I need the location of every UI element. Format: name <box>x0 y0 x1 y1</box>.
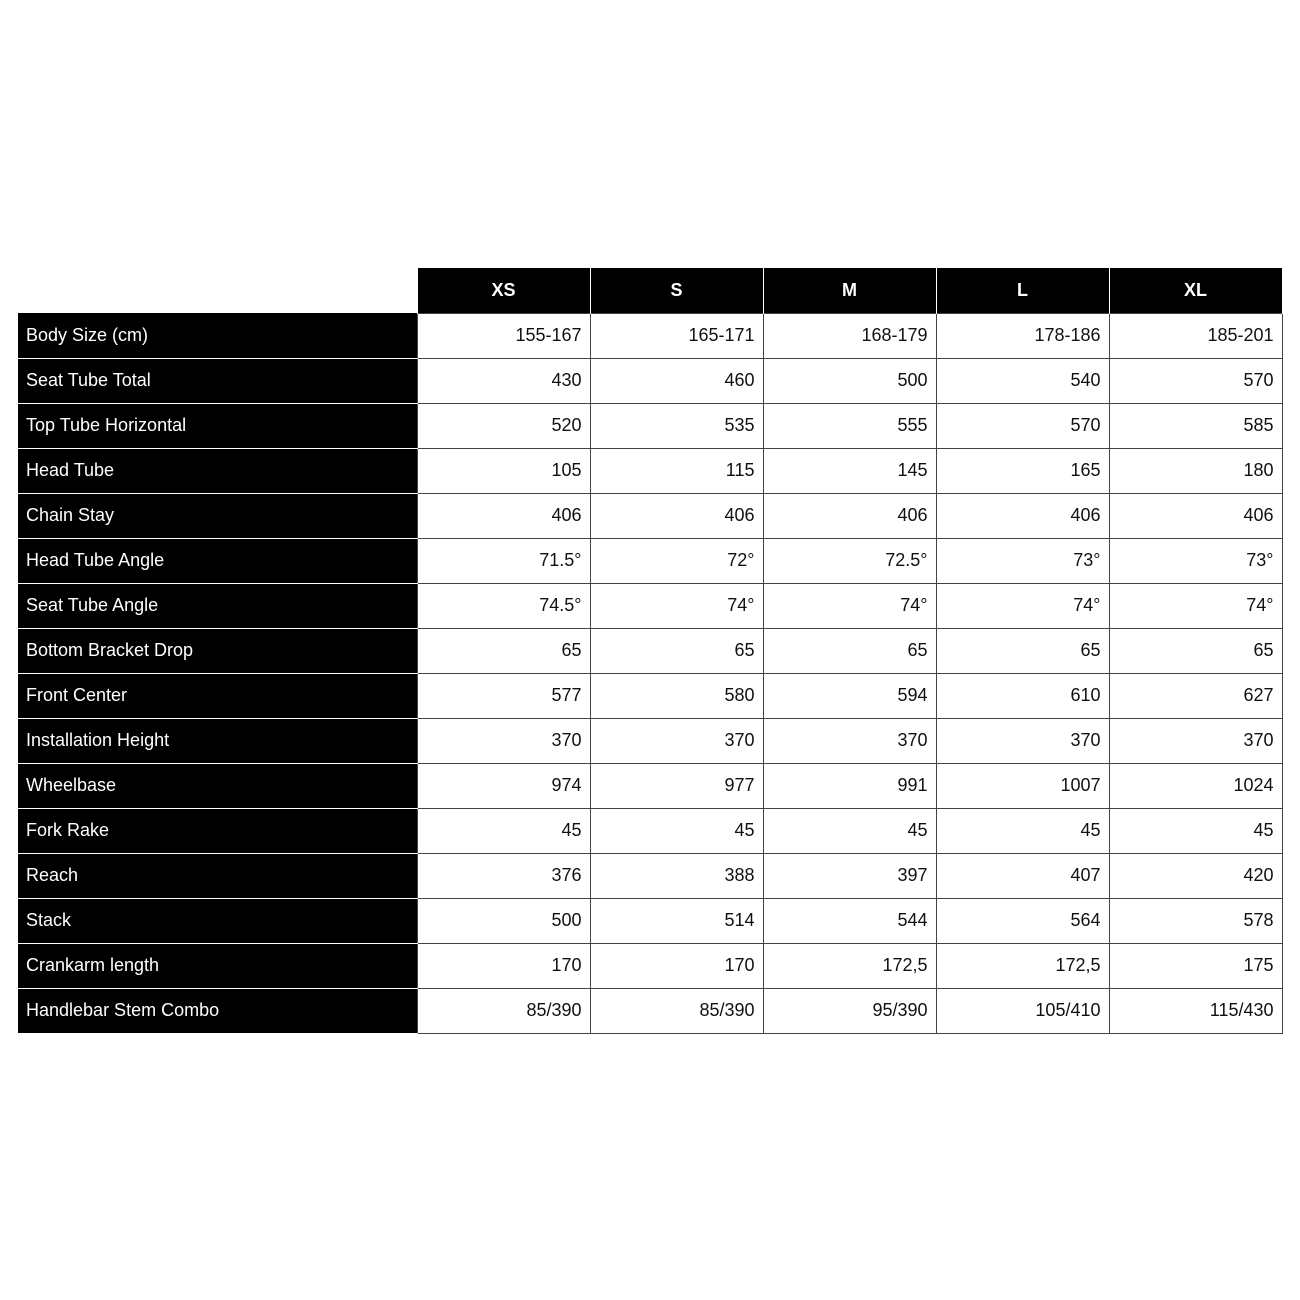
value-cell: 105 <box>417 448 590 493</box>
value-cell: 172,5 <box>936 943 1109 988</box>
value-cell: 406 <box>590 493 763 538</box>
value-cell: 45 <box>936 808 1109 853</box>
value-cell: 74° <box>590 583 763 628</box>
value-cell: 65 <box>590 628 763 673</box>
row-label: Fork Rake <box>18 808 417 853</box>
value-cell: 95/390 <box>763 988 936 1033</box>
value-cell: 991 <box>763 763 936 808</box>
table-row <box>18 763 1282 808</box>
value-cell: 370 <box>936 718 1109 763</box>
table-body <box>18 313 1282 1033</box>
value-cell: 370 <box>763 718 936 763</box>
value-cell: 500 <box>417 898 590 943</box>
value-cell: 627 <box>1109 673 1282 718</box>
value-cell: 85/390 <box>590 988 763 1033</box>
size-header-s: S <box>590 268 763 313</box>
value-cell: 406 <box>763 493 936 538</box>
table-row <box>18 943 1282 988</box>
value-cell: 165-171 <box>590 313 763 358</box>
row-label: Handlebar Stem Combo <box>18 988 417 1033</box>
value-cell: 610 <box>936 673 1109 718</box>
value-cell: 115/430 <box>1109 988 1282 1033</box>
value-cell: 73° <box>936 538 1109 583</box>
size-header-l: L <box>936 268 1109 313</box>
value-cell: 376 <box>417 853 590 898</box>
table-row <box>18 313 1282 358</box>
value-cell: 570 <box>1109 358 1282 403</box>
row-label: Seat Tube Angle <box>18 583 417 628</box>
value-cell: 370 <box>1109 718 1282 763</box>
row-label: Head Tube <box>18 448 417 493</box>
value-cell: 185-201 <box>1109 313 1282 358</box>
value-cell: 72° <box>590 538 763 583</box>
row-label: Front Center <box>18 673 417 718</box>
row-label: Seat Tube Total <box>18 358 417 403</box>
value-cell: 74° <box>1109 583 1282 628</box>
value-cell: 977 <box>590 763 763 808</box>
table-row <box>18 853 1282 898</box>
row-label: Installation Height <box>18 718 417 763</box>
row-label: Body Size (cm) <box>18 313 417 358</box>
value-cell: 397 <box>763 853 936 898</box>
value-cell: 85/390 <box>417 988 590 1033</box>
value-cell: 388 <box>590 853 763 898</box>
value-cell: 430 <box>417 358 590 403</box>
table-row <box>18 628 1282 673</box>
table-row <box>18 898 1282 943</box>
value-cell: 175 <box>1109 943 1282 988</box>
corner-cell <box>18 268 417 313</box>
value-cell: 578 <box>1109 898 1282 943</box>
value-cell: 460 <box>590 358 763 403</box>
row-label: Crankarm length <box>18 943 417 988</box>
value-cell: 520 <box>417 403 590 448</box>
table-row <box>18 808 1282 853</box>
value-cell: 65 <box>936 628 1109 673</box>
value-cell: 178-186 <box>936 313 1109 358</box>
value-cell: 65 <box>763 628 936 673</box>
value-cell: 45 <box>1109 808 1282 853</box>
value-cell: 585 <box>1109 403 1282 448</box>
value-cell: 555 <box>763 403 936 448</box>
table-row <box>18 448 1282 493</box>
value-cell: 172,5 <box>763 943 936 988</box>
row-label: Bottom Bracket Drop <box>18 628 417 673</box>
table-row <box>18 718 1282 763</box>
row-label: Stack <box>18 898 417 943</box>
row-label: Chain Stay <box>18 493 417 538</box>
table-row <box>18 538 1282 583</box>
table-row <box>18 988 1282 1033</box>
size-header-m: M <box>763 268 936 313</box>
table-row <box>18 673 1282 718</box>
value-cell: 115 <box>590 448 763 493</box>
value-cell: 74° <box>936 583 1109 628</box>
value-cell: 406 <box>936 493 1109 538</box>
table-row <box>18 403 1282 448</box>
value-cell: 1007 <box>936 763 1109 808</box>
value-cell: 544 <box>763 898 936 943</box>
row-label: Reach <box>18 853 417 898</box>
value-cell: 406 <box>1109 493 1282 538</box>
value-cell: 72.5° <box>763 538 936 583</box>
row-label: Head Tube Angle <box>18 538 417 583</box>
value-cell: 45 <box>590 808 763 853</box>
value-cell: 155-167 <box>417 313 590 358</box>
value-cell: 74° <box>763 583 936 628</box>
value-cell: 165 <box>936 448 1109 493</box>
table-row <box>18 583 1282 628</box>
value-cell: 370 <box>417 718 590 763</box>
value-cell: 500 <box>763 358 936 403</box>
value-cell: 535 <box>590 403 763 448</box>
size-header-xl: XL <box>1109 268 1282 313</box>
geometry-table <box>18 268 1283 1034</box>
value-cell: 514 <box>590 898 763 943</box>
value-cell: 564 <box>936 898 1109 943</box>
value-cell: 105/410 <box>936 988 1109 1033</box>
value-cell: 420 <box>1109 853 1282 898</box>
value-cell: 974 <box>417 763 590 808</box>
row-label: Top Tube Horizontal <box>18 403 417 448</box>
value-cell: 540 <box>936 358 1109 403</box>
value-cell: 45 <box>763 808 936 853</box>
value-cell: 170 <box>417 943 590 988</box>
value-cell: 74.5° <box>417 583 590 628</box>
value-cell: 170 <box>590 943 763 988</box>
value-cell: 45 <box>417 808 590 853</box>
value-cell: 65 <box>1109 628 1282 673</box>
value-cell: 65 <box>417 628 590 673</box>
size-header-xs: XS <box>417 268 590 313</box>
table-row <box>18 493 1282 538</box>
value-cell: 594 <box>763 673 936 718</box>
value-cell: 180 <box>1109 448 1282 493</box>
value-cell: 406 <box>417 493 590 538</box>
value-cell: 580 <box>590 673 763 718</box>
value-cell: 577 <box>417 673 590 718</box>
table-row <box>18 358 1282 403</box>
value-cell: 570 <box>936 403 1109 448</box>
value-cell: 370 <box>590 718 763 763</box>
value-cell: 1024 <box>1109 763 1282 808</box>
value-cell: 145 <box>763 448 936 493</box>
size-header-row <box>18 268 1282 313</box>
value-cell: 71.5° <box>417 538 590 583</box>
value-cell: 168-179 <box>763 313 936 358</box>
row-label: Wheelbase <box>18 763 417 808</box>
value-cell: 73° <box>1109 538 1282 583</box>
value-cell: 407 <box>936 853 1109 898</box>
